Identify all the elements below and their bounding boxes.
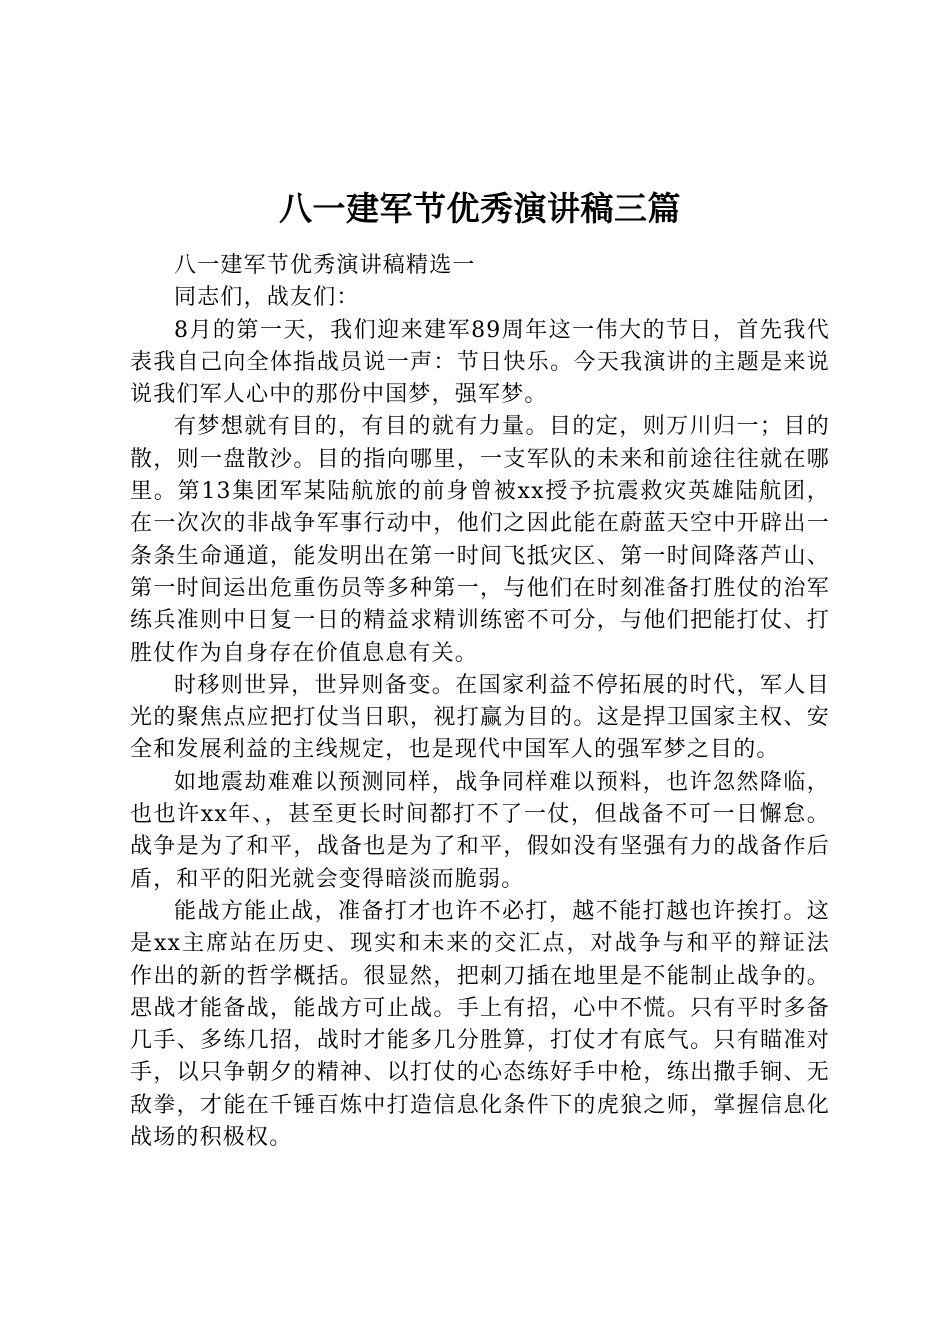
subtitle-paragraph: 八一建军节优秀演讲稿精选一 <box>174 253 476 278</box>
document-page <box>130 182 830 1154</box>
body-paragraph: 8月的第一天，我们迎来建军89周年这一伟大的节日，首先我代表我自己向全体指战员说一声：节日快乐。今天我演讲的主题是来说说我们军人心中的那份中国梦，强军梦。 <box>130 317 830 408</box>
body-paragraph: 如地震劫难难以预测同样，战争同样难以预料，也许忽然降临，也也许xx年、，甚至更长时间都打不了一仗，但战备不可一日懈怠。战争是为了和平，战备也是为了和平，假如没有坚强有力的战备作后盾，和平的阳光就会变得暗淡而脆弱。 <box>130 769 830 892</box>
document-title: 八一建军节优秀演讲稿三篇 <box>279 189 681 228</box>
salutation-paragraph: 同志们，战友们： <box>174 285 360 311</box>
body-paragraph: 能战方能止战，准备打才也许不必打，越不能打越也许挨打。这是xx主席站在历史、现实和未来的交汇点，对战争与和平的辩证法作出的新的哲学概括。很显然，把刺刀插在地里是不能制止战争的。思战才能备战，能战方可止战。手上有招，心中不慌。只有平时多备几手、多练几招，战时才能多几分胜算，打仗才有底气。只有瞄准对手，以只争朝夕的精神、以打仗的心态练好手中枪，练出撒手锏、无敌拳，才能在千锤百炼中打造信息化条件下的虎狼之师，掌握信息化战场的积极权。 <box>130 898 830 1151</box>
body-paragraph: 时移则世异，世异则备变。在国家利益不停拓展的时代，军人目光的聚焦点应把打仗当日职，视打赢为目的。这是捍卫国家主权、安全和发展利益的主线规定，也是现代中国军人的强军梦之目的。 <box>130 672 830 763</box>
body-paragraph: 有梦想就有目的，有目的就有力量。目的定，则万川归一；目的散，则一盘散沙。目的指向哪里，一支军队的未来和前途往往就在哪里。第13集团军某陆航旅的前身曾被xx授予抗震救灾英雄陆航团，在一次次的非战争军事行动中，他们之因此能在蔚蓝天空中开辟出一条条生命通道，能发明出在第一时间飞抵灾区、第一时间降落芦山、第一时间运出危重伤员等多种第一，与他们在时刻准备打胜仗的治军练兵准则中日复一日的精益求精训练密不可分，与他们把能打仗、打胜仗作为自身存在价值息息有关。 <box>130 414 830 666</box>
